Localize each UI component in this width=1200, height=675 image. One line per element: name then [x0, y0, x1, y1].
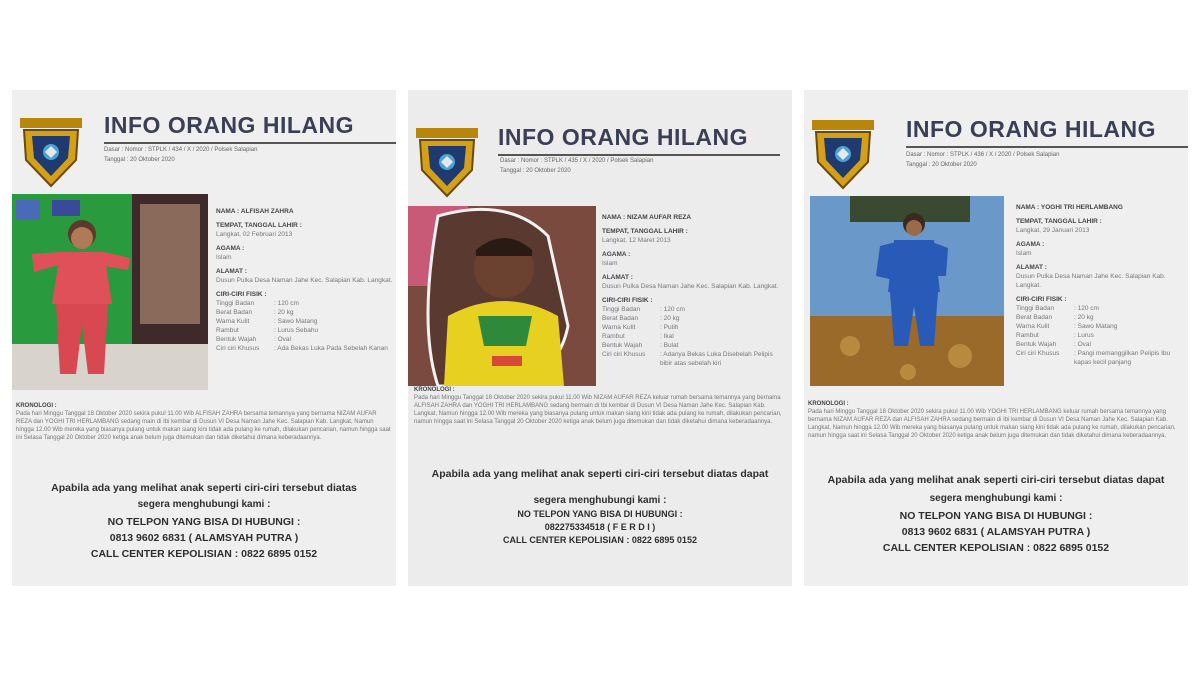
missing-child-photo [810, 196, 1004, 386]
physical-traits-list [602, 305, 782, 368]
missing-child-photo [12, 194, 208, 390]
report-number: Dasar : Nomor : STPLK / 436 / X / 2020 / Polsek Salapian [906, 152, 1060, 158]
trait-key: Warna Kulit [216, 318, 250, 325]
trait-value: : 120 cm [1074, 305, 1099, 312]
trait-key: Bentuk Wajah [1016, 341, 1057, 348]
trait-key: Tinggi Badan [216, 300, 255, 307]
appeal-line-2: segera menghubungi kami : [929, 493, 1063, 504]
chronology-label: KRONOLOGI : [16, 403, 57, 409]
title-underline [104, 142, 396, 144]
name-field: NAMA : ALFISAH ZAHRA [216, 208, 294, 215]
trait-value: : 20 kg [1074, 314, 1094, 321]
chronology-label: KRONOLOGI : [808, 401, 849, 407]
trait-value: : Oval [1074, 341, 1091, 348]
chronology-text: Pada hari Minggu Tanggal 18 Oktober 2020 sekira pukul 11.00 Wib NIZAM AUFAR REZA keluar rumah bersama temannya yang bernama ALFISAH ZAHRA dan YOGHI TRI HERLAMBANG sedang bermain di Ibi kembar di Dusun VI Desa Naman Jahe Kec. Salapian Kab. Langkat, Namun hingga 12.00 Wib mereka yang biasanya pulang untuk makan siang kini tidak ada pulang ke rumah, dilakukan pencarian, namun hingga saat ini Selasa Tanggal 20 Oktober 2020 ketiga anak belum juga ditemukan dan tidak diketahui dimana keberadaannya. [414, 395, 782, 425]
report-date: Tanggal : 20 Oktober 2020 [500, 168, 571, 174]
birth-label: TEMPAT, TANGGAL LAHIR : [1016, 218, 1102, 225]
trait-value: : Ikal [660, 333, 674, 340]
religion-value: Islam [602, 260, 618, 267]
physical-traits-label: CIRI-CIRI FISIK : [1016, 296, 1067, 303]
appeal-line: Apabila ada yang melihat anak seperti ciri-ciri tersebut diatas [51, 482, 357, 494]
birth-value: Langkat, 12 Maret 2013 [602, 237, 671, 244]
appeal-line-2: segera menghubungi kami : [533, 495, 667, 506]
trait-value: : Sawo Matang [274, 318, 318, 325]
personal-details [602, 208, 782, 368]
trait-value: : 20 kg [660, 315, 680, 322]
chronology [808, 400, 1184, 440]
poster-title: INFO ORANG HILANG [498, 124, 748, 150]
physical-traits-list [216, 299, 394, 353]
trait-key: Berat Badan [216, 309, 253, 316]
report-number: Dasar : Nomor : STPLK / 435 / X / 2020 / Polsek Salapian [500, 158, 654, 164]
religion-label: AGAMA : [216, 245, 245, 252]
chronology-text: Pada hari Minggu Tanggal 18 Oktober 2020 sekira pukul 11.00 Wib ALFISAH ZAHRA bersama temannya yang bernama NIZAM AUFAR REZA dan YOGHI TRI HERLAMBANG sedang main di Ibi kembar di Dusun VI Desa Naman Jahe Kec. Salapian Kab. Langkat, Namun hingga 12.00 Wib mereka yang biasanya pulang untuk makan siang kini tidak ada pulang ke rumah, dilakukan pencarian, namun hingga saat ini Selasa Tanggal 20 Oktober 2020 ketiga anak belum juga ditemukan dan tidak diketahui dimana keberadaannya. [16, 411, 391, 441]
religion-value: Islam [216, 254, 232, 261]
contact-label: NO TELPON YANG BISA DI HUBUNGI : [899, 510, 1093, 522]
trait-value: : Lurus [1074, 332, 1094, 339]
trait-key: Bentuk Wajah [216, 336, 257, 343]
religion-label: AGAMA : [602, 251, 631, 258]
personal-details [216, 202, 394, 353]
trait-key: Ciri ciri Khusus [216, 345, 260, 352]
address-value: Dusun Pulka Desa Naman Jahe Kec. Salapian Kab. Langkat. [602, 283, 779, 290]
trait-key: Rambut [602, 333, 625, 340]
title-underline [906, 146, 1188, 148]
trait-key: Berat Badan [1016, 314, 1053, 321]
police-badge-logo [16, 116, 86, 188]
religion-label: AGAMA : [1016, 241, 1045, 248]
appeal-line: Apabila ada yang melihat anak seperti ciri-ciri tersebut diatas dapat [431, 468, 769, 480]
chronology-text: Pada hari Minggu Tanggal 18 Oktober 2020 sekira pukul 11.00 Wib YOGHI TRI HERLAMBANG keluar rumah bersama temannya yang bernama NIZAM AUFAR REZA dan ALFISAH ZAHRA sedang bermain di Ibi kembar di Dusun VI Desa Naman Jahe Kec. Salapian Kab. Langkat, Namun hingga 12.00 Wib mereka yang biasanya pulang untuk makan siang kini tidak ada pulang ke rumah, dilakukan pencarian, namun hingga saat ini Selasa Tanggal 20 Oktober 2020 ketiga anak belum juga ditemukan dan tidak diketahui dimana keberadaannya. [808, 409, 1176, 439]
call-center: CALL CENTER KEPOLISIAN : 0822 6895 0152 [90, 548, 318, 560]
report-date: Tanggal : 20 Oktober 2020 [104, 157, 175, 163]
report-number: Dasar : Nomor : STPLK / 434 / X / 2020 / Polsek Salapian [104, 147, 258, 153]
birth-label: TEMPAT, TANGGAL LAHIR : [602, 228, 688, 235]
name-field: NAMA : NIZAM AUFAR REZA [602, 214, 692, 221]
missing-person-poster-1 [12, 90, 396, 586]
trait-key: Bentuk Wajah [602, 342, 643, 349]
trait-value: : Sawo Matang [1074, 323, 1118, 330]
trait-key: Tinggi Badan [602, 306, 641, 313]
trait-key: Warna Kulit [1016, 323, 1050, 330]
contact-number: 0813 9602 6831 ( ALAMSYAH PUTRA ) [901, 526, 1091, 538]
physical-traits-list [1016, 304, 1186, 367]
report-reference [104, 145, 257, 165]
trait-value: : Pangi memanggilkan Pelipis Ibu kapas kecil panjang [1074, 350, 1171, 366]
personal-details [1016, 198, 1186, 367]
appeal-line: Apabila ada yang melihat anak seperti ciri-ciri tersebut diatas dapat [827, 474, 1165, 486]
trait-key: Tinggi Badan [1016, 305, 1055, 312]
address-label: ALAMAT : [1016, 264, 1047, 271]
report-reference [906, 150, 1059, 170]
contact-block [12, 514, 396, 562]
trait-value: : Ada Bekas Luka Pada Sebelah Kanan [274, 345, 388, 352]
police-badge-logo [808, 118, 878, 190]
religion-value: Islam [1016, 250, 1032, 257]
address-label: ALAMAT : [216, 268, 247, 275]
trait-value: : 120 cm [660, 306, 685, 313]
trait-key: Berat Badan [602, 315, 639, 322]
missing-child-photo [408, 206, 596, 386]
chronology [414, 386, 790, 426]
address-value: Dusun Pulka Desa Naman Jahe Kec. Salapian Kab. Langkat. [1016, 273, 1166, 289]
trait-key: Ciri ciri Khusus [602, 351, 646, 358]
poster-title: INFO ORANG HILANG [906, 116, 1156, 142]
poster-title: INFO ORANG HILANG [104, 112, 354, 138]
report-date: Tanggal : 20 Oktober 2020 [906, 162, 977, 168]
contact-block [408, 508, 792, 547]
address-value: Dusun Pulka Desa Naman Jahe Kec. Salapian Kab. Langkat. [216, 277, 393, 284]
trait-value: : Adanya Bekas Luka Disebelah Pelipis bibir atas sebelah kiri [660, 351, 773, 367]
trait-value: : Putih [660, 324, 679, 331]
trait-key: Rambut [216, 327, 239, 334]
report-reference [500, 156, 653, 176]
trait-value: : Oval [274, 336, 291, 343]
contact-label: NO TELPON YANG BISA DI HUBUNGI : [107, 516, 301, 528]
missing-person-poster-3 [804, 90, 1188, 586]
chronology [16, 402, 392, 442]
contact-label: NO TELPON YANG BISA DI HUBUNGI : [517, 509, 683, 519]
chronology-label: KRONOLOGI : [414, 387, 455, 393]
physical-traits-label: CIRI-CIRI FISIK : [216, 291, 267, 298]
contact-block [804, 508, 1188, 556]
call-center: CALL CENTER KEPOLISIAN : 0822 6895 0152 [503, 535, 697, 545]
trait-value: : 20 kg [274, 309, 294, 316]
physical-traits-label: CIRI-CIRI FISIK : [602, 297, 653, 304]
police-badge-logo [412, 126, 482, 198]
trait-value: : 120 cm [274, 300, 299, 307]
trait-key: Ciri ciri Khusus [1016, 350, 1060, 357]
trait-value: : Bulat [660, 342, 679, 349]
contact-number: 082275334518 ( F E R D I ) [544, 522, 656, 532]
contact-number: 0813 9602 6831 ( ALAMSYAH PUTRA ) [109, 532, 299, 544]
birth-value: Langkat, 02 Februari 2013 [216, 231, 293, 238]
appeal-line-2: segera menghubungi kami : [137, 499, 271, 510]
birth-label: TEMPAT, TANGGAL LAHIR : [216, 222, 302, 229]
trait-key: Warna Kulit [602, 324, 636, 331]
trait-value: : Lurus Sebahu [274, 327, 319, 334]
call-center: CALL CENTER KEPOLISIAN : 0822 6895 0152 [882, 542, 1110, 554]
missing-person-poster-2 [408, 90, 792, 586]
address-label: ALAMAT : [602, 274, 633, 281]
name-field: NAMA : YOGHI TRI HERLAMBANG [1016, 204, 1123, 211]
trait-key: Rambut [1016, 332, 1039, 339]
birth-value: Langkat, 29 Januari 2013 [1016, 227, 1090, 234]
